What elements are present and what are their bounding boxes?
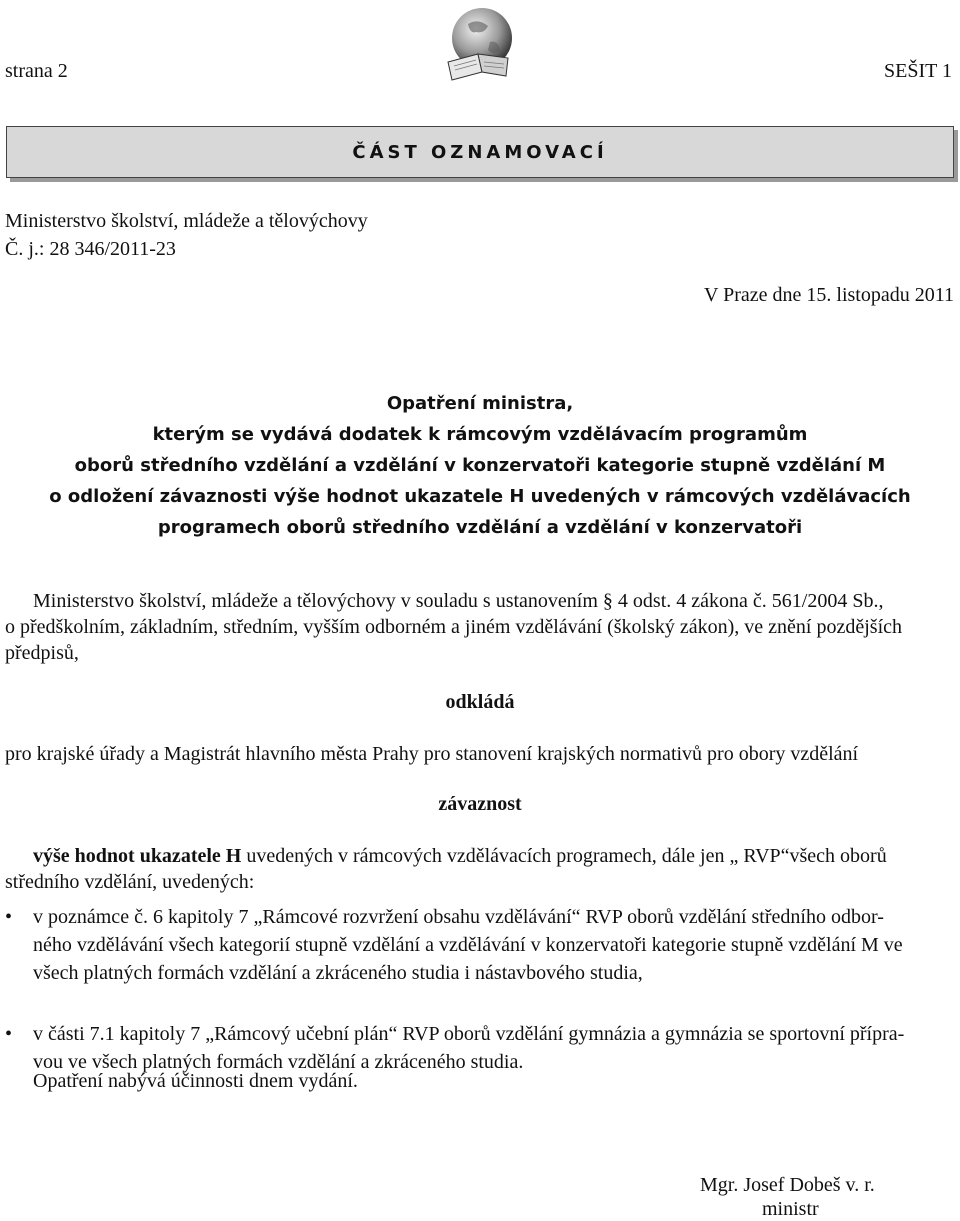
intro-line: Ministerstvo školství, mládeže a tělovýchovy v souladu s ustanovením § 4 odst. 4 zákona č. 561/2004 Sb., xyxy=(33,590,884,612)
list-item-text xyxy=(33,903,955,987)
bullet-symbol: • xyxy=(5,906,13,928)
page-number: strana 2 xyxy=(5,60,68,82)
list-item-line: všech platných formách vzdělání a zkráceného studia i nástavbového studia, xyxy=(33,962,643,984)
signatory-name: Mgr. Josef Dobeš v. r. xyxy=(700,1174,875,1196)
section-title: ČÁST OZNAMOVACÍ xyxy=(352,141,608,163)
list-item-line: v části 7.1 kapitoly 7 „Rámcový učební plán“ RVP oborů vzdělání gymnázia a gymnázia se sportovní přípra- xyxy=(33,1023,905,1045)
indicator-bold: výše hodnot ukazatele H xyxy=(33,845,242,867)
issue-label: SEŠIT 1 xyxy=(884,60,952,82)
globe-book-icon xyxy=(438,4,522,86)
issuer-block xyxy=(5,207,368,263)
issue-date: V Praze dne 15. listopadu 2011 xyxy=(704,284,954,306)
signatory-role: ministr xyxy=(762,1198,819,1220)
list-item xyxy=(5,1020,955,1076)
section-banner xyxy=(6,126,954,178)
intro-line: o předškolním, základním, středním, vyšším odborném a jiném vzdělávání (školský zákon), ve znění pozdějších xyxy=(5,616,903,638)
zavaznost-heading: závaznost xyxy=(438,793,522,815)
title-line: Opatření ministra, xyxy=(386,393,574,414)
indicator-line xyxy=(5,843,955,869)
effective-clause: Opatření nabývá účinnosti dnem vydání. xyxy=(33,1070,358,1092)
intro-paragraph xyxy=(5,588,955,666)
indicator-paragraph xyxy=(5,843,955,895)
title-line: programech oborů středního vzdělání a vzdělání v konzervatoři xyxy=(157,517,803,538)
document-title xyxy=(0,388,960,543)
list-item-line: v poznámce č. 6 kapitoly 7 „Rámcové rozvržení obsahu vzdělávání“ RVP oborů vzdělání středního odbor- xyxy=(33,906,884,928)
title-line: o odložení závaznosti výše hodnot ukazatele H uvedených v rámcových vzdělávacích xyxy=(49,486,911,507)
reference-number: Č. j.: 28 346/2011-23 xyxy=(5,238,176,260)
ministry-name: Ministerstvo školství, mládeže a tělovýchovy xyxy=(5,210,368,232)
odklada-heading: odkládá xyxy=(445,691,515,713)
indicator-rest: uvedených v rámcových vzdělávacích programech, dále jen „ RVP“všech oborů xyxy=(241,845,887,867)
indicator-line: středního vzdělání, uvedených: xyxy=(5,871,255,893)
list-item xyxy=(5,903,955,987)
list-item-line: vou ve všech platných formách vzdělání a zkráceného studia. xyxy=(33,1051,524,1073)
purpose-paragraph: pro krajské úřady a Magistrát hlavního města Prahy pro stanovení krajských normativů pro obory vzdělání xyxy=(5,743,859,765)
title-line: kterým se vydává dodatek k rámcovým vzdělávacím programům xyxy=(152,424,808,445)
list-item-text xyxy=(33,1020,955,1076)
list-item-line: ného vzdělávání všech kategorií stupně vzdělání a vzdělávání v konzervatoři kategorie stupně vzdělání M ve xyxy=(33,934,903,956)
bullet-symbol: • xyxy=(5,1023,13,1045)
intro-line: předpisů, xyxy=(5,642,79,664)
title-line: oborů středního vzdělání a vzdělání v konzervatoři kategorie stupně vzdělání M xyxy=(74,455,886,476)
